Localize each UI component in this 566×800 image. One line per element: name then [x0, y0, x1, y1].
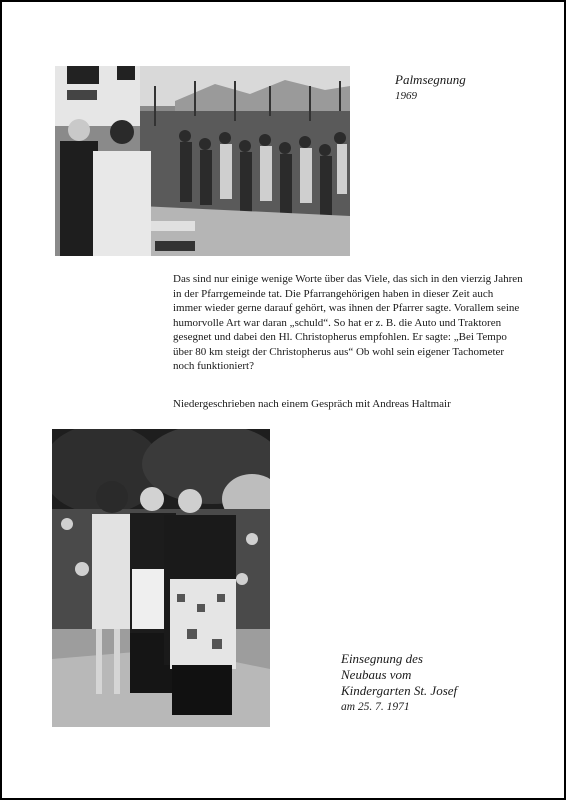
kindergarten-caption-date: am 25. 7. 1971 [341, 701, 410, 713]
author-note: Niedergeschrieben nach einem Gespräch mit Andreas Haltmair [173, 398, 451, 410]
kindergarten-caption-line3: Kindergarten St. Josef [341, 683, 458, 698]
article-paragraph [173, 272, 523, 374]
kindergarten-blessing-caption [341, 651, 457, 715]
kindergarten-caption-line2: Neubaus vom [341, 667, 412, 682]
palm-blessing-photo [55, 66, 350, 256]
palm-blessing-caption [395, 72, 466, 104]
article-paragraph-text: Das sind nur einige wenige Worte über das Viele, das sich in den vierzig Jahren in der Pfarrgemeinde tat. Die Pfarrangehörigen haben in dieser Zeit auch immer wieder gerne darauf gehört, was ihnen der Pfarrer sagte. Vorallem seine humorvolle Art war daran „schuld“. So hat er z. B. die Auto und Traktoren gesegnet und dabei den Hl. Christopherus empfohlen. Er sagte: „Bei Tempo über 80 km steigt der Christopherus aus“ Ob wohl sein eigener Tachometer noch funktioniert? [173, 273, 523, 372]
palm-blessing-caption-title: Palmsegnung [395, 72, 466, 87]
kindergarten-blessing-image [52, 429, 270, 727]
kindergarten-caption-line1: Einsegnung des [341, 651, 423, 666]
kindergarten-blessing-photo [52, 429, 270, 727]
palm-blessing-caption-year: 1969 [395, 90, 417, 102]
palm-blessing-image [55, 66, 350, 256]
